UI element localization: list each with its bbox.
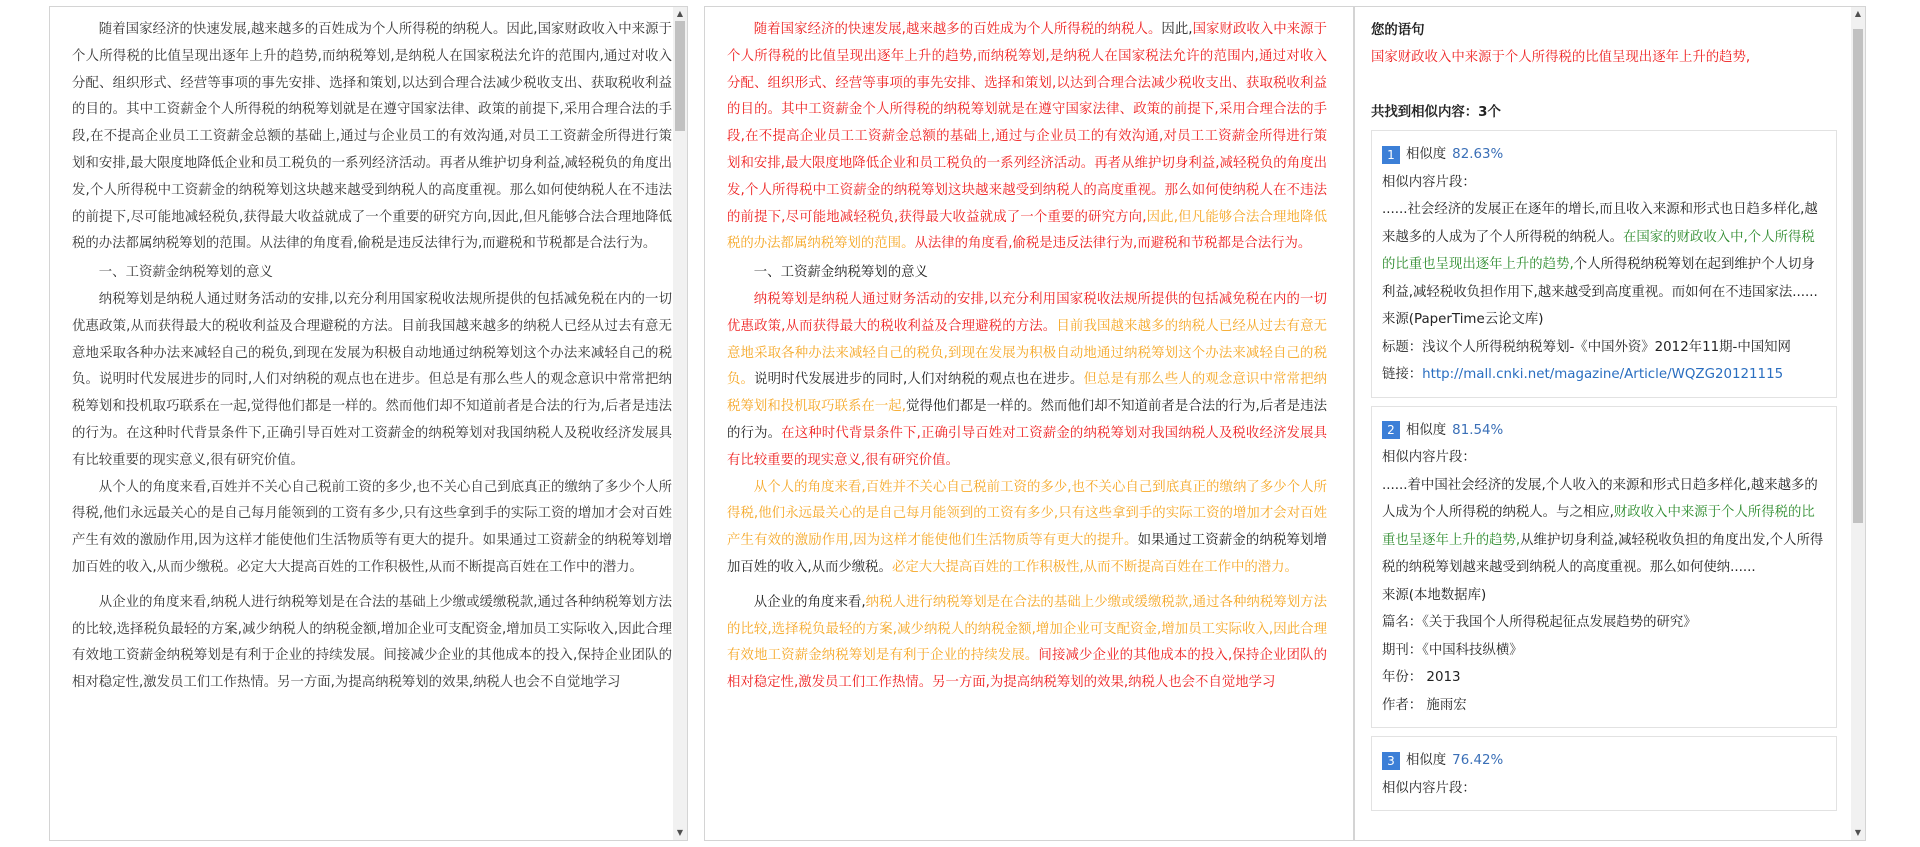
year-line: 年份： 2013 xyxy=(1382,670,1461,685)
results-pane[interactable] xyxy=(1354,6,1866,841)
snippet-label: 相似内容片段： xyxy=(1382,450,1476,465)
snippet-label: 相似内容片段： xyxy=(1382,174,1476,190)
text-segment-orange: 因此,但凡能够合法合理地降低税的办法都属纳税筹划的范围。 xyxy=(727,209,1327,252)
result-card[interactable] xyxy=(1371,406,1837,729)
link-line xyxy=(1382,361,1826,389)
text-segment-red: 纳税筹划是纳税人通过财务活动的安排,以充分利用国家税收法规所提供的包括减免税在内的一切优惠政策,从而获得最大的税收利益及合理避税的方法。 xyxy=(727,291,1327,334)
text-segment-red: 国家财政收入中来源于个人所得税的比值呈现出逐年上升的趋势,而纳税筹划,是纳税人在国家税法允许的范围内,通过对收入分配、组织形式、经营等事项的事先安排、选择和策划,以达到合理合法减少税收支出、获取税收利益的目的。 xyxy=(727,22,1327,118)
marked-document-pane[interactable] xyxy=(704,6,1354,841)
your-sentence: 国家财政收入中来源于个人所得税的比值呈现出逐年上升的趋势, xyxy=(1371,50,1751,65)
text-segment-orange: 但总是有那么些人的观念意识中常常把纳税筹划和投机取巧联系在一起, xyxy=(727,372,1328,415)
text-segment-orange: 从个人的角度来看,百姓并不关心自己税前工资的多少,也不关心自己到底真正的缴纳了多少个人所得税,他们永远最关心的是自己每月能领到的工资有多少,只有这些拿到手的实际工资的增加才会对百姓产生有效的激励作用,因为这样才能使他们生活物质等有更大的提升。 xyxy=(727,479,1327,549)
link-label: 链接： xyxy=(1382,367,1423,382)
source-link[interactable]: http://mall.cnki.net/magazine/Article/WQZG20121115 xyxy=(1422,367,1784,382)
text-segment-red: 那么如何使纳税人在不违法的前提下,尽可能地减轻税负,获得最大收益就成了一个重要的研究方向, xyxy=(727,182,1327,225)
source-line: 来源(PaperTime云论文库) xyxy=(1382,312,1544,327)
original-document-pane[interactable] xyxy=(49,6,688,841)
text-segment-plain: 觉得他们都是一样的。然而他们却不知道前者是合法的行为,后者是违法的行为。 xyxy=(727,399,1327,441)
text-segment-red: 间接减少企业的其他成本的投入,保持企业团队的相对稳定性,激发员工们工作热情。另一方面,为提高纳税筹划的效果,纳税人也会不自觉地学习 xyxy=(727,648,1327,691)
similarity-label: 相似度 xyxy=(1406,422,1447,438)
snippet-match: 在国家的财政收入中,个人所得税的比重也呈现出逐年上升的趋势, xyxy=(1382,229,1815,272)
text-segment-red: 随着国家经济的快速发展,越来越多的百姓成为个人所得税的纳税人。 xyxy=(753,22,1162,37)
text-segment-plain: 说明时代发展进步的同时,人们对纳税的观点也在进步。 xyxy=(754,372,1084,388)
paragraph xyxy=(727,475,1327,582)
result-index-badge: 2 xyxy=(1382,421,1400,439)
scrollbar[interactable] xyxy=(1851,7,1865,840)
similarity-value: 76.42% xyxy=(1452,753,1504,768)
similarity-label: 相似度 xyxy=(1406,147,1447,162)
snippet-after: 个人所得税纳税筹划在起到维护个人切身利益,减轻税收负担作用下,越来越受到高度重视。而如何在不违国家法...... xyxy=(1382,257,1818,300)
scrollbar[interactable] xyxy=(673,7,687,840)
paragraph xyxy=(727,590,1327,697)
scroll-down-icon[interactable]: ▼ xyxy=(676,828,684,837)
scroll-down-icon[interactable]: ▼ xyxy=(1854,828,1862,837)
similarity-label: 相似度 xyxy=(1406,753,1447,768)
snippet-before: ......社会经济的发展正在逐年的增长,而且收入来源和形式也日趋多样化,越来越多的人成为了个人所得税的纳税人。 xyxy=(1382,202,1818,245)
title-line: 标题：浅议个人所得税纳税筹划-《中国外资》2012年11期-中国知网 xyxy=(1382,339,1791,355)
your-sentence-title: 您的语句 xyxy=(1371,23,1425,38)
result-card[interactable] xyxy=(1371,736,1837,811)
text-segment-plain: 因此, xyxy=(1161,22,1193,37)
journal-line: 期刊：《中国科技纵横》 xyxy=(1382,642,1523,658)
similarity-value: 82.63% xyxy=(1452,147,1504,162)
paragraph: 随着国家经济的快速发展,越来越多的百姓成为个人所得税的纳税人。因此,国家财政收入中来源于个人所得税的比值呈现出逐年上升的趋势,而纳税筹划,是纳税人在国家税法允许的范围内,通过对收入分配、组织形式、经营等事项的事先安排、选择和策划,以达到合理合法减少税收支出、获取税收利益的目的。其中工资薪金个人所得税的纳税筹划就是在遵守国家法律、政策的前提下,采用合理合法的手段,在不提高企业员工工资薪金总额的基础上,通过与企业员工的有效沟通,对员工工资薪金所得进行策划和安排,最大限度地降低企业和员工税负的一系列经济活动。再者从维护切身利益,减轻税负的角度出发,个人所得税中工资薪金的纳税筹划这块越来越受到纳税人的高度重视。那么如何使纳税人在不违法的前提下,尽可能地减轻税负,获得最大收益就成了一个重要的研究方向,因此,但凡能够合法合理地降低税的办法都属纳税筹划的范围。从法律的角度看,偷税是违反法律行为,而避税和节税都是合法行为。 xyxy=(72,22,672,252)
text-segment-plain: 从企业的角度来看, xyxy=(753,594,866,610)
text-segment-orange: 纳税人进行纳税筹划是在合法的基础上少缴或缓缴税款,通过各种纳税筹划方法的比较,选择税负最轻的方案,减少纳税人的纳税金额,增加企业可支配资金,增加员工实际收入,因此合理有效地工资薪金纳税筹划是有利于企业的持续发展。 xyxy=(727,594,1327,664)
text-segment-orange: 必定大大提高百姓的工作积极性,从而不断提高百姓在工作中的潜力。 xyxy=(891,559,1298,575)
paragraph: 从企业的角度来看,纳税人进行纳税筹划是在合法的基础上少缴或缓缴税款,通过各种纳税筹划方法的比较,选择税负最轻的方案,减少纳税人的纳税金额,增加企业可支配资金,增加员工实际收入,因此合理有效地工资薪金纳税筹划是有利于企业的持续发展。间接减少企业的其他成本的投入,保持企业团队的相对稳定性,激发员工们工作热情。另一方面,为提高纳税筹划的效果,纳税人也会不自觉地学习 xyxy=(72,594,672,691)
results-content xyxy=(1355,7,1865,811)
snippet-label: 相似内容片段： xyxy=(1382,780,1476,796)
scroll-thumb[interactable] xyxy=(1853,29,1863,523)
scroll-up-icon[interactable]: ▲ xyxy=(1854,9,1862,18)
snippet-text xyxy=(1382,472,1826,582)
marked-document-text xyxy=(705,7,1343,697)
original-document-text xyxy=(50,7,688,697)
result-index-badge: 1 xyxy=(1382,146,1400,164)
paragraph xyxy=(727,287,1327,475)
section-heading: 一、工资薪金纳税筹划的意义 xyxy=(98,265,273,281)
snippet-text xyxy=(1382,196,1826,306)
snippet-before: ......着中国社会经济的发展,个人收入的来源和形式日趋多样化,越来越多的人成为个人所得税的纳税人。与之相应, xyxy=(1382,477,1818,520)
text-segment-red: 从法律的角度看,偷税是违反法律行为,而避税和节税都是合法行为。 xyxy=(914,236,1312,252)
scroll-thumb[interactable] xyxy=(675,21,685,131)
text-segment-red: 其中工资薪金个人所得税的纳税筹划就是在遵守国家法律、政策的前提下,采用合理合法的手段,在不提高企业员工工资薪金总额的基础上,通过与企业员工的有效沟通,对员工工资薪金所得进行策划和安排,最大限度地降低企业和员工税负的一系列经济活动。 xyxy=(727,102,1328,171)
source-line: 来源(本地数据库) xyxy=(1382,587,1487,603)
similarity-value: 81.54% xyxy=(1452,422,1504,438)
card-header xyxy=(1382,417,1826,445)
card-header xyxy=(1382,141,1826,169)
section-heading: 一、工资薪金纳税筹划的意义 xyxy=(753,265,928,281)
text-segment-orange: 目前我国越来越多的纳税人已经从过去有意无意地采取各种办法来减轻自己的税负,到现在发展为积极自动地通过纳税筹划这个办法来减轻自己的税负。 xyxy=(727,318,1327,388)
paragraph: 从个人的角度来看,百姓并不关心自己税前工资的多少,也不关心自己到底真正的缴纳了多少个人所得税,他们永远最关心的是自己每月能领到的工资有多少,只有这些拿到手的实际工资的增加才会对百姓产生有效的激励作用,因为这样才能使他们生活物质等有更大的提升。如果通过工资薪金的纳税筹划增加百姓的收入,从而少缴税。必定大大提高百姓的工作积极性,从而不断提高百姓在工作中的潜力。 xyxy=(72,479,672,575)
card-header xyxy=(1382,747,1826,775)
paper-title-line: 篇名：《关于我国个人所得税起征点发展趋势的研究》 xyxy=(1382,615,1697,630)
snippet-after: 从维护切身利益,减轻税收负担的角度出发,个人所得税的纳税筹划越来越受到纳税人的高度重视。那么如何使纳...... xyxy=(1382,532,1824,575)
snippet-match: 财政收入中来源于个人所得税的比重也呈逐年上升的趋势, xyxy=(1382,505,1815,548)
scroll-up-icon[interactable]: ▲ xyxy=(676,9,684,18)
text-segment-red: 在这种时代背景条件下,正确引导百姓对工资薪金的纳税筹划对我国纳税人及税收经济发展具有比较重要的现实意义,很有研究价值。 xyxy=(727,425,1328,468)
author-line: 作者： 施雨宏 xyxy=(1382,697,1467,713)
result-card[interactable] xyxy=(1371,130,1837,398)
result-count: 共找到相似内容：3个 xyxy=(1371,105,1501,120)
text-segment-plain: 如果通过工资薪金的纳税筹划增加百姓的收入,从而少缴税。 xyxy=(727,533,1327,575)
result-index-badge: 3 xyxy=(1382,752,1400,770)
text-segment-red: 再者从维护切身利益,减轻税负的角度出发,个人所得税中工资薪金的纳税筹划这块越来越受到纳税人的高度重视。 xyxy=(727,155,1327,198)
paragraph: 纳税筹划是纳税人通过财务活动的安排,以充分利用国家税收法规所提供的包括减免税在内的一切优惠政策,从而获得最大的税收利益及合理避税的方法。目前我国越来越多的纳税人已经从过去有意无意地采取各种办法来减轻自己的税负,到现在发展为积极自动地通过纳税筹划这个办法来减轻自己的税负。说明时代发展进步的同时,人们对纳税的观点也在进步。但总是有那么些人的观念意识中常常把纳税筹划和投机取巧联系在一起,觉得他们都是一样的。然而他们却不知道前者是合法的行为,后者是违法的行为。在这种时代背景条件下,正确引导百姓对工资薪金的纳税筹划对我国纳税人及税收经济发展具有比较重要的现实意义,很有研究价值。 xyxy=(72,291,672,468)
paragraph xyxy=(727,17,1327,258)
